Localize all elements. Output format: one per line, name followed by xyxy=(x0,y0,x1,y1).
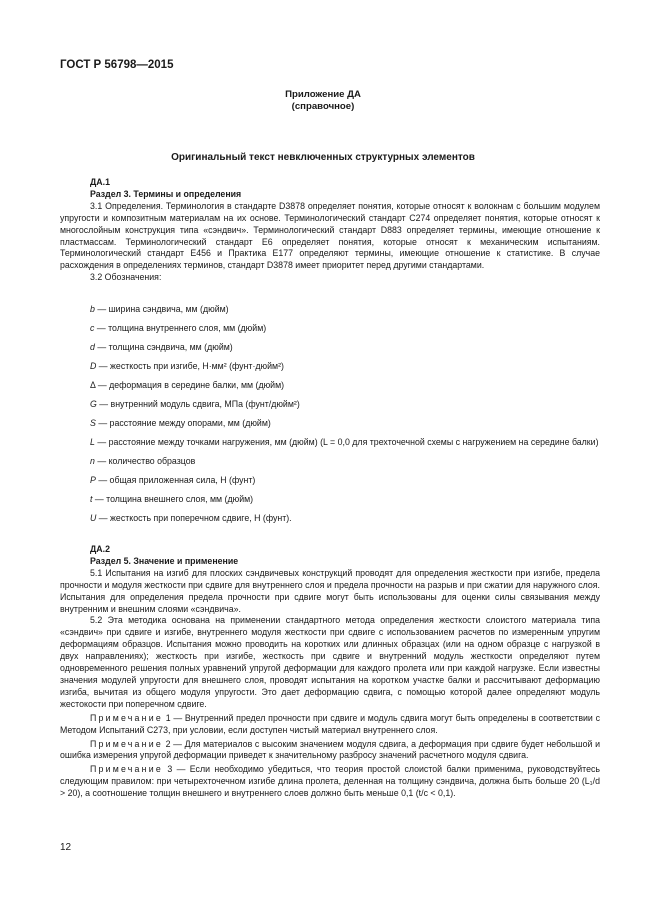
section-da1-title: Раздел 3. Термины и определения xyxy=(90,188,242,199)
legend-item: U — жесткость при поперечном сдвиге, Н (фунт). xyxy=(90,513,292,523)
section-da2-paragraph-5-1: 5.1 Испытания на изгиб для плоских сэндвичевых конструкций проводят для определения жесткости при изгибе, предела прочности и модуля жесткости при сдвиге для внутреннего слоя и предела прочности на разрыв и при сжатии для наружного слоя. Испытания для определения предела прочности при сдвиге могут быть использованы для оценки силы связывания между внутренним и внешним слоями «сэндвича». xyxy=(60,567,600,614)
section-da1-label: ДА.1 xyxy=(90,177,110,187)
section-da2 xyxy=(60,544,600,800)
section-da2-paragraph-5-2: 5.2 Эта методика основана на применении стандартного метода определения жесткости слоистого материала типа «сэндвич» при сдвиге и изгибе, внутреннего модуля жесткости при сдвиге с использованием расчетов по измеренным упругим деформациям образцов. Испытания можно проводить на коротких или длинных образцах (или на одном образце с нагрузкой в двух направлениях); жесткость при изгибе, жесткость при сдвиге и внутренний модуль жесткости определяют путем одновременного решения полных уравнений упругой деформации для каждого пролета или при каждой нагрузке. Если известны значения модулей упругости для внешнего слоя, проводят испытания на коротком участке балки и рассчитывают деформацию изгиба, вычитая из общего модуля упругости. Это дает деформацию сдвига, с помощью которой далее определяют модуль жестокости при поперечном сдвиге. xyxy=(60,615,600,709)
symbols-legend xyxy=(60,304,600,525)
annex-title: Приложение ДА xyxy=(285,89,361,100)
standard-code-header: ГОСТ Р 56798—2015 xyxy=(60,59,174,71)
legend-item: b — ширина сэндвича, мм (дюйм) xyxy=(90,304,229,314)
note-label: Примечание xyxy=(90,738,163,749)
note-1: Примечание 1 — Внутренний предел прочности при сдвиге и модуль сдвига могут быть определены в соответствии с Методом Испытаний С273, при условии, если доступен чистый материал внутреннего слоя. xyxy=(60,712,600,735)
legend-item: P — общая приложенная сила, Н (фунт) xyxy=(90,475,256,485)
legend-item: d — толщина сэндвича, мм (дюйм) xyxy=(90,342,233,352)
note-3: Примечание 3 — Если необходимо убедиться, что теория простой слоистой балки применима, руководствуйтесь следующим правилом: при четырехточечном изгибе длина пролета, деленная на толщину сэндвича, должна быть больше 20 (L₁/d > 20), а соотношение толщин внешнего и внутреннего слоев должно быть меньше 0,1 (t/c < 0,1). xyxy=(60,764,600,799)
legend-item: L — расстояние между точками нагружения, мм (дюйм) (L = 0,0 для трехточечной схемы с нагружением на середине балки) xyxy=(90,437,599,447)
legend-item: Δ — деформация в середине балки, мм (дюйм) xyxy=(90,380,285,390)
legend-item: G — внутренний модуль сдвига, МПа (фунт/дюйм²) xyxy=(90,399,300,409)
legend-item: c — толщина внутреннего слоя, мм (дюйм) xyxy=(90,323,267,333)
page-number: 12 xyxy=(60,842,72,853)
legend-item: D — жесткость при изгибе, Н·мм² (фунт·дюйм²) xyxy=(90,361,284,371)
note-2: Примечание 2 — Для материалов с высоким значением модуля сдвига, а деформация при сдвиге будет небольшой и ошибка измерения упругой деформации приведет к значительному разбросу значений расчетного модуля сдвига. xyxy=(60,738,600,761)
note-label: Примечание xyxy=(90,712,163,723)
annex-subtitle: (справочное) xyxy=(291,101,355,112)
main-title: Оригинальный текст невключенных структурных элементов xyxy=(171,152,475,163)
legend-item: n — количество образцов xyxy=(90,456,196,466)
note-label: Примечание xyxy=(90,764,163,775)
legend-item: t — толщина внешнего слоя, мм (дюйм) xyxy=(90,494,254,504)
legend-item: S — расстояние между опорами, мм (дюйм) xyxy=(90,418,271,428)
section-da1-paragraph-3-1: 3.1 Определения. Терминология в стандарте D3878 определяет понятия, которые относят к волокнам с большим модулем упругости и композитным материалам на их основе. Терминологический стандарт С274 определяет понятия, которые относят к многослойным конструкция типа «сэндвич». Терминологический стандарт D883 определяет термины, имеющие отношение к пластмассам. Терминологический стандарт Е6 определяет понятия, которые относят к механическим испытаниям. Терминологический стандарт Е456 и Практика Е177 определяют термины, имеющие отношение к статистике. В случае расхождения в определениях терминов, стандарт D3878 имеет приоритет перед другими стандартами. xyxy=(60,200,600,271)
section-da2-label: ДА.2 xyxy=(90,544,110,554)
section-da1-paragraph-3-2: 3.2 Обозначения: xyxy=(90,272,162,283)
section-da1 xyxy=(60,177,600,284)
section-da2-title: Раздел 5. Значение и применение xyxy=(90,555,239,566)
